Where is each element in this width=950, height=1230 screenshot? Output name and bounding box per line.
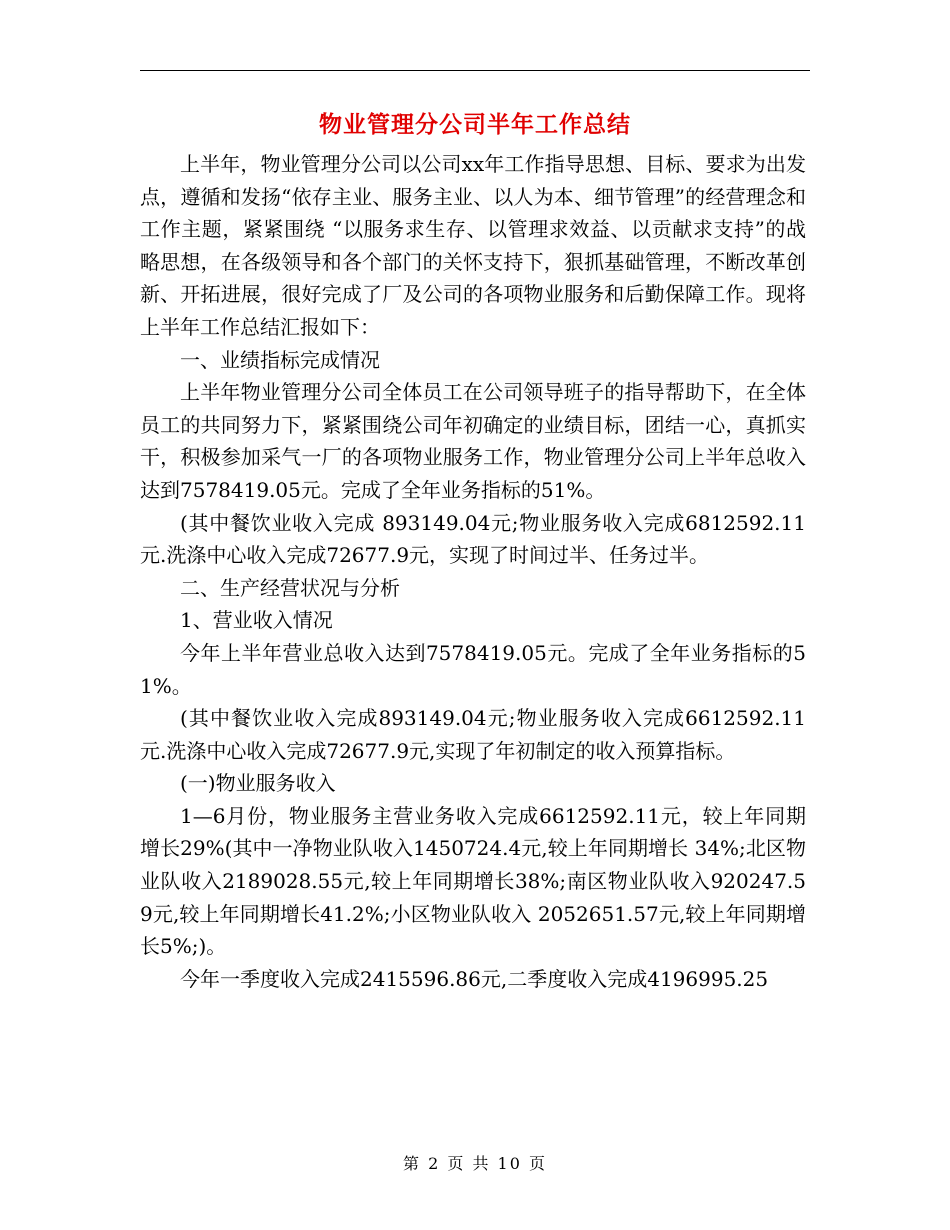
paragraph-intro: 上半年，物业管理分公司以公司xx年工作指导思想、目标、要求为出发点，遵循和发扬“依存主业、服务主业、以人为本、细节管理”的经营理念和工作主题，紧紧围绕 “以服务求生存、以管理求效益、以贡献求支持”的战略思想，在各级领导和各个部门的关怀支持下，狠抓基础管理，不断改革创新、开拓进展，很好完成了厂及公司的各项物业服务和后勤保障工作。现将上半年工作总结汇报如下：: [140, 152, 806, 339]
paragraph-performance: 上半年物业管理分公司全体员工在公司领导班子的指导帮助下，在全体员工的共同努力下，紧紧围绕公司年初确定的业绩目标，团结一心，真抓实干，积极参加采气一厂的各项物业服务工作，物业管理分公司上半年总收入达到7578419.05元。完成了全年业务指标的51%。: [140, 380, 806, 502]
paragraph-performance-breakdown: (其中餐饮业收入完成 893149.04元;物业服务收入完成6812592.11元.洗涤中心收入完成72677.9元，实现了时间过半、任务过半。: [140, 510, 806, 568]
paragraph-property-income: 1—6月份，物业服务主营业务收入完成6612592.11元，较上年同期增长29%(其中一净物业队收入1450724.4元,较上年同期增长 34%;北区物业队收入2189028.55元,较上年同期增长38%;南区物业队收入920247.59元,较上年同期增长41.2%;小区物业队收入 2052651.57元,较上年同期增长5%;)。: [140, 803, 806, 959]
section-heading-1: 一、业绩指标完成情况: [180, 347, 380, 372]
page-footer: 第 2 页 共 10 页: [403, 1154, 547, 1173]
header-rule: [140, 70, 810, 71]
paragraph-quarterly: 今年一季度收入完成2415596.86元,二季度收入完成4196995.25: [180, 966, 769, 991]
paragraph-revenue-breakdown: (其中餐饮业收入完成893149.04元;物业服务收入完成6612592.11元.洗涤中心收入完成72677.9元,实现了年初制定的收入预算指标。: [140, 706, 806, 763]
document-body: [140, 148, 806, 995]
document-title: 物业管理分公司半年工作总结: [319, 111, 631, 138]
subsection-heading-property: (一)物业服务收入: [180, 771, 336, 796]
section-heading-2: 二、生产经营状况与分析: [180, 575, 400, 600]
subsection-heading-revenue: 1、营业收入情况: [180, 608, 333, 633]
paragraph-revenue: 今年上半年营业总收入达到7578419.05元。完成了全年业务指标的51%。: [140, 640, 806, 698]
